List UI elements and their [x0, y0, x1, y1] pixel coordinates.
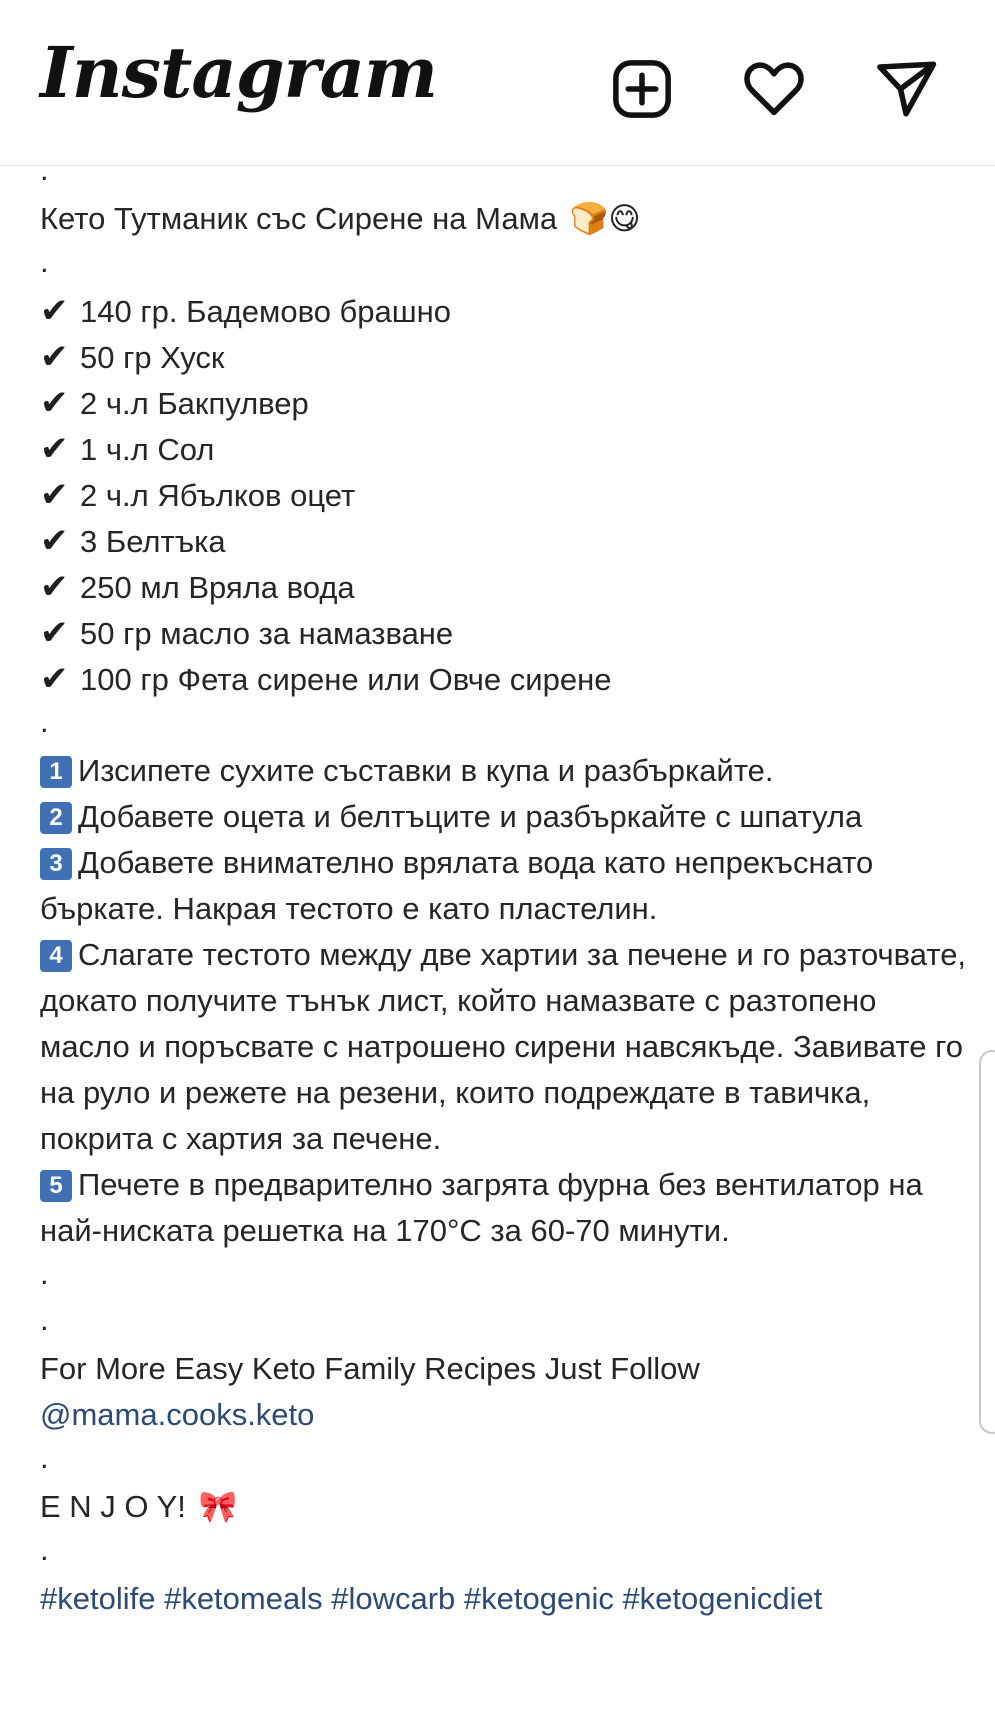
step-number-badge: 2: [40, 802, 72, 834]
ingredient-text: 1 ч.л Сол: [80, 432, 215, 467]
check-icon: ✔: [40, 522, 69, 560]
ingredient-item: [40, 288, 970, 334]
ingredient-text: 140 гр. Бадемово брашно: [80, 294, 452, 329]
step-text: Добавете оцета и белтъците и разбъркайте с шпатула: [78, 799, 863, 834]
caption-title: [40, 196, 970, 242]
step-number-badge: 1: [40, 756, 72, 788]
step-item: [40, 1162, 970, 1254]
ingredient-text: 50 гр масло за намазване: [80, 616, 454, 651]
separator-dot: .: [40, 1532, 49, 1567]
ribbon-emoji: 🎀: [198, 1489, 238, 1524]
ingredient-item: [40, 656, 970, 702]
ingredient-text: 50 гр Хуск: [80, 340, 225, 375]
check-icon: ✔: [40, 614, 69, 652]
separator-dot: .: [40, 244, 49, 279]
ingredient-item: [40, 334, 970, 380]
enjoy-line: [40, 1484, 970, 1530]
enjoy-text: E N J O Y!: [40, 1489, 186, 1524]
check-icon: ✔: [40, 476, 69, 514]
step-number-badge: 3: [40, 848, 72, 880]
title-text: Кето Тутманик със Сирене на Мама: [40, 201, 558, 236]
separator-dot: .: [40, 1256, 49, 1291]
check-icon: ✔: [40, 384, 69, 422]
step-item: [40, 932, 970, 1162]
step-text: Слагате тестото между две хартии за печене и го разточвате, докато получите тънък лист, който намазвате с разтопено масло и поръсвате с натрошено сирени навсякъде. Завивате го на руло и режете на резени, които подреждате в тавичка, покрита с хартия за печене.: [40, 937, 967, 1156]
separator-dot: .: [40, 1440, 49, 1475]
follow-text: For More Easy Keto Family Recipes Just Follow: [40, 1351, 700, 1386]
hashtags-link[interactable]: #ketolife #ketomeals #lowcarb #ketogenic #ketogenicdiet: [40, 1581, 823, 1616]
step-item: [40, 840, 970, 932]
separator-dot: .: [40, 704, 49, 739]
ingredient-item: [40, 472, 970, 518]
step-number-badge: 4: [40, 940, 72, 972]
ingredient-item: [40, 610, 970, 656]
top-bar: [0, 0, 995, 166]
ingredient-item: [40, 380, 970, 426]
bread-face-emoji: 🍞😋: [569, 201, 641, 236]
check-icon: ✔: [40, 660, 69, 698]
check-icon: ✔: [40, 430, 69, 468]
check-icon: ✔: [40, 338, 69, 376]
separator-dot: .: [40, 152, 49, 187]
ingredient-text: 2 ч.л Ябълков оцет: [80, 478, 356, 513]
step-text: Печете в предварително загрята фурна без вентилатор на най-ниската решетка на 170°C за 60-70 минути.: [40, 1167, 923, 1248]
ingredient-item: [40, 564, 970, 610]
step-item: [40, 794, 970, 840]
step-item: [40, 748, 970, 794]
step-text: Добавете внимателно врялата вода като непрекъснато бъркате. Накрая тестото е като пластелин.: [40, 845, 874, 926]
step-number-badge: 5: [40, 1170, 72, 1202]
separator-dot: .: [40, 1302, 49, 1337]
post-caption: [40, 150, 970, 1622]
scroll-handle[interactable]: [979, 1050, 995, 1434]
ingredient-text: 100 гр Фета сирене или Овче сирене: [80, 662, 612, 697]
mention-link[interactable]: @mama.cooks.keto: [40, 1397, 315, 1432]
ingredient-item: [40, 426, 970, 472]
direct-message-icon[interactable]: [869, 52, 943, 126]
ingredient-item: [40, 518, 970, 564]
ingredient-text: 3 Белтъка: [80, 524, 226, 559]
ingredient-text: 250 мл Вряла вода: [80, 570, 355, 605]
check-icon: ✔: [40, 292, 69, 330]
step-text: Изсипете сухите съставки в купа и разбъркайте.: [78, 753, 774, 788]
heart-icon[interactable]: [737, 52, 811, 126]
ingredient-text: 2 ч.л Бакпулвер: [80, 386, 309, 421]
add-post-icon[interactable]: [605, 52, 679, 126]
instagram-logo[interactable]: Instagram: [40, 31, 437, 114]
check-icon: ✔: [40, 568, 69, 606]
